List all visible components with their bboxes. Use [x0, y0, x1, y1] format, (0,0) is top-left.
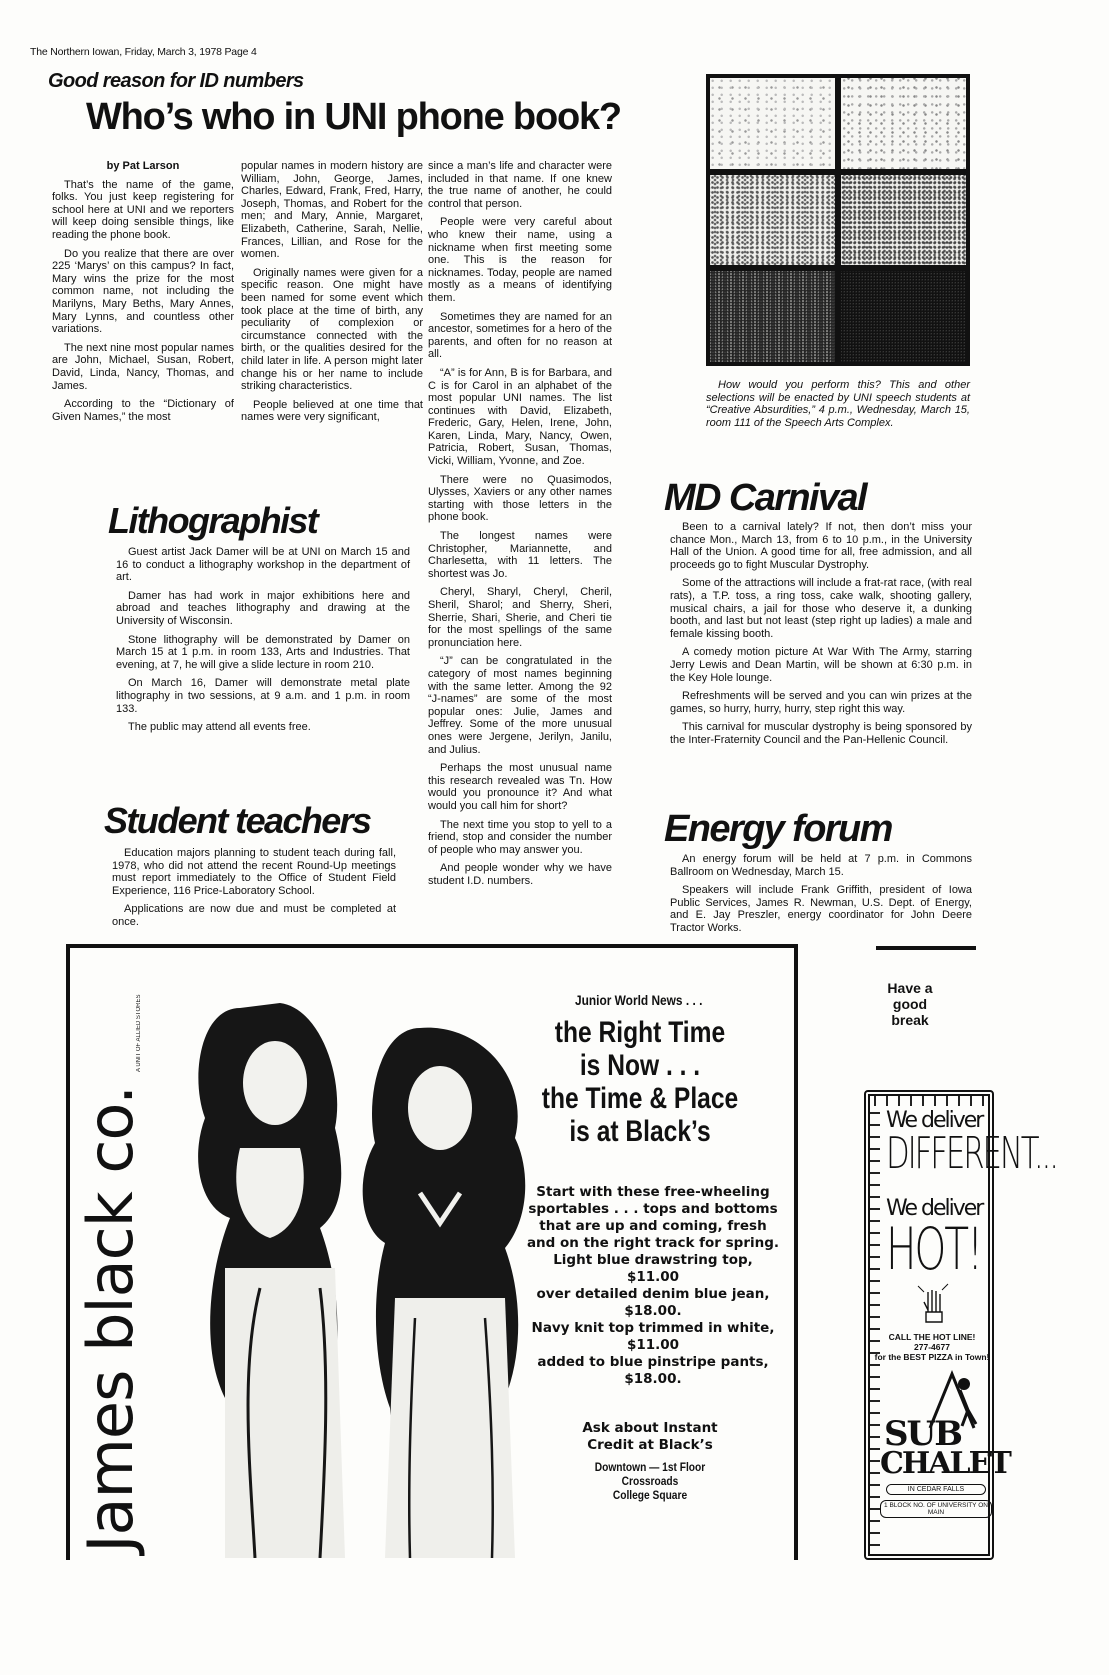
deliver-hot-small: We deliver [886, 1196, 983, 1221]
copy-line: Start with these free-wheeling [536, 1184, 770, 1200]
paragraph: That’s the name of the game, folks. You just keep registering for school here at UNI and we reporters will keep doing sensible things, like reading the phone book. [52, 178, 234, 241]
lead-headline: Who’s who in UNI phone book? [86, 96, 621, 138]
art-tile-sparse [841, 78, 966, 169]
paragraph: There were no Quasimodos, Ulysses, Xaviers or any other names starting with those letters in the phone book. [428, 473, 612, 524]
paragraph: Been to a carnival lately? If not, then don’t miss your chance Mon., March 13, from 6 to 10 p.m., in the University Hall of the Union. A good time for all, free admission, and all proceeds go to fight Muscular Dystrophy. [670, 521, 972, 571]
art-tile-medium [841, 175, 966, 266]
paragraph: Originally names were given for a specific reason. One might have been named for some event which took place at the time of birth, any peculiarity of complexion or circumstance connected with the birth, or the qualities desired for the child later in life. A person might later change his or her name to include striking characteristics. [241, 266, 423, 393]
tagline-line: good [892, 996, 928, 1012]
art-tile-dense [841, 271, 966, 362]
art-tile-medium [710, 175, 835, 266]
brand-sub: SUB [884, 1414, 961, 1454]
location-line: IN CEDAR FALLS [907, 1486, 965, 1493]
brand-chalet: CHALET [880, 1446, 1010, 1481]
lithographist-headline: Lithographist [108, 500, 318, 541]
paragraph: According to the “Dictionary of Given Names,” the most [52, 398, 234, 423]
headline-line: is at Black’s [569, 1115, 711, 1148]
deliver-different-small: We deliver [886, 1108, 983, 1133]
paragraph: The longest names were Christopher, Mariannette, and Charlesetta, with 11 letters. The shortest was Jo. [428, 530, 612, 580]
student-teachers-headline: Student teachers [104, 800, 371, 841]
phone-number: 277-4677 [914, 1342, 950, 1352]
paragraph: popular names in modern history are William, John, George, James, Charles, Edward, Frank, Fred, Harry, Joseph, Thomas, and Robert for the men; and Mary, Annie, Margaret, Elizabeth, Catherine, Sarah, Nellie, Frances, Lillian, and Rose for the women. [241, 160, 423, 261]
blacks-ad-kicker: Junior World News . . . [575, 992, 703, 1008]
lithographist-body [116, 546, 410, 740]
energy-forum-headline: Energy forum [664, 808, 892, 850]
divider-rule [876, 946, 976, 950]
paragraph: People believed at one time that names were very significant, [241, 398, 423, 424]
paragraph: Cheryl, Sharyl, Cheryl, Cheril, Sheril, Sharol; and Sherry, Sheri, Sherrie, Shari, Sherie, and Cheri tie for the most spellings of the same pronunciation here. [428, 586, 612, 649]
location: College Square [612, 1488, 688, 1502]
scroll-ornament-icon [870, 1096, 880, 1554]
hotline-line: CALL THE HOT LINE! [888, 1332, 976, 1342]
deliver-different-big: DIFFERENT... [886, 1128, 1057, 1179]
paragraph: Some of the attractions will include a frat-rat race, (with real rats), a T.P. toss, a ring toss, cake walk, shooting gallery, musical chairs, a jail for those who deserve it, a dunking booth, and last but not least (step right up ladies) a male and female kissing booth. [670, 577, 972, 640]
paragraph: The public may attend all events free. [128, 721, 311, 734]
photo-art-grid [706, 74, 970, 366]
energy-forum-body [670, 853, 972, 941]
page-folio: The Northern Iowan, Friday, March 3, 1978 Page 4 [30, 46, 257, 58]
price: $18.00. [624, 1371, 682, 1387]
copy-line: Navy knit top trimmed in white, [531, 1320, 775, 1336]
tagline-line: Have a [887, 980, 933, 996]
pizza-tagline [850, 980, 970, 1028]
price: $18.00. [624, 1303, 682, 1319]
scroll-ornament-icon [870, 1096, 988, 1106]
copy-line: Light blue drawstring top, [553, 1252, 753, 1268]
paragraph: “A” is for Ann, B is for Barbara, and C is for Carol in an alphabet of the most popular UNI names. The list continues with David, Elizabeth, Frederic, Gary, Helen, Irene, John, Karen, Linda, Mary, Nancy, Owen, Patricia, Robert, Susan, Thomas, Vicki, William, Yvonne, and Zoe. [428, 366, 612, 468]
paragraph: The next time you stop to yell to a friend, stop and consider the number of people who may answer you. [428, 818, 612, 856]
copy-line: that are up and coming, fresh [539, 1218, 767, 1234]
location: Downtown — 1st Floor [594, 1460, 706, 1474]
photo-caption [706, 379, 970, 429]
byline: by Pat Larson [106, 160, 180, 172]
blacks-logo-block [74, 968, 154, 1553]
location-line: 1 BLOCK NO. OF UNIVERSITY ON MAIN [884, 1502, 988, 1516]
paragraph: And people wonder why we have student I.D. numbers. [428, 862, 612, 887]
paragraph: This carnival for muscular dystrophy is being sponsored by the Inter-Fraternity Council and the Pan-Hellenic Council. [670, 721, 972, 746]
copy-line: sportables . . . tops and bottoms [528, 1201, 778, 1217]
lead-kicker: Good reason for ID numbers [48, 70, 304, 92]
blacks-ad-locations [560, 1460, 740, 1502]
art-tile-sparse [710, 78, 835, 169]
paragraph: “J” can be congratulated in the category of most names beginning with the same letter. Among the 92 “J-names” are some of the most popular ones: Julie, James and Jeffrey. Some of the more unusual ones were Jergene, Jerilyn, Janilu, and Julius. [428, 655, 612, 756]
blacks-ad-credit [570, 1420, 730, 1454]
lead-column-2 [241, 160, 423, 430]
deliver-hot-big: HOT! [886, 1215, 982, 1283]
blacks-ad [66, 944, 798, 1560]
headline-line: the Right Time [554, 1016, 726, 1049]
lead-column-3 [428, 160, 612, 893]
paragraph: Stone lithography will be demonstrated by Damer on March 15 at 1 p.m. in room 133, Arts and Industries. That evening, at 7, he will give a slide lecture in room 210. [116, 633, 410, 671]
student-teachers-body [112, 847, 396, 935]
headline-line: the Time & Place [541, 1082, 739, 1115]
credit-line: Ask about Instant [582, 1420, 718, 1436]
tagline-line: break [891, 1012, 929, 1028]
hotline-line: for the BEST PIZZA in Town! [874, 1352, 990, 1362]
paragraph: Refreshments will be served and you can win prizes at the games, so hurry, hurry, hurry, step right this way. [670, 690, 972, 715]
copy-line: and on the right track for spring. [526, 1235, 780, 1251]
pizza-ad-frame [864, 1090, 1057, 1560]
blacks-logo: James black co. [74, 1086, 147, 1553]
price: $11.00 [626, 1269, 680, 1285]
paragraph: Damer has had work in major exhibitions here and abroad and teaches lithography and drawing at the University of Wisconsin. [116, 589, 410, 627]
copy-line: over detailed denim blue jean, [536, 1286, 770, 1302]
location: Crossroads [621, 1474, 679, 1488]
blacks-logo-sub: A UNIT OF ALLIED STORES [136, 994, 142, 1072]
paragraph: An energy forum will be held at 7 p.m. in Commons Ballroom on Wednesday, March 15. [670, 853, 972, 878]
hand-holding-icon [914, 1282, 954, 1330]
paragraph: Guest artist Jack Damer will be at UNI on March 15 and 16 to conduct a lithography workshop in the department of art. [116, 546, 410, 584]
lead-column-1 [52, 160, 234, 429]
md-carnival-headline: MD Carnival [664, 477, 867, 519]
paragraph: Speakers will include Frank Griffith, president of Iowa Public Services, James R. Newman, U.S. Dept. of Energy, and E. Jay Preszler, energy coordinator for John Deere Tractor Works. [670, 884, 972, 934]
md-carnival-body [670, 521, 972, 753]
credit-line: Credit at Black’s [587, 1437, 713, 1453]
paragraph: since a man’s life and character were included in that name. If one knew the true name of another, he could control that person. [428, 160, 612, 210]
paragraph: The next nine most popular names are John, Michael, Susan, Robert, David, Linda, Nancy, Thomas, and James. [52, 341, 234, 392]
paragraph: On March 16, Damer will demonstrate metal plate lithography in two sessions, at 9 a.m. and 1 p.m. in room 133. [116, 677, 410, 715]
paragraph: Education majors planning to student teach during fall, 1978, who did not attend the recent Round-Up meetings must report immediately to the Office of Student Field Experience, 116 Price-Laboratory School. [112, 847, 396, 897]
blacks-ad-copy [518, 1184, 788, 1388]
models-photo [170, 968, 550, 1558]
paragraph: A comedy motion picture At War With The Army, starring Jerry Lewis and Dean Martin, will be shown at 6:30 p.m. in the Key Hole lounge. [670, 646, 972, 684]
headline-line: is Now . . . [579, 1049, 701, 1082]
copy-line: added to blue pinstripe pants, [537, 1354, 769, 1370]
hotline-block [874, 1332, 990, 1362]
location-badge [880, 1500, 992, 1518]
paragraph: Applications are now due and must be completed at once. [112, 903, 396, 928]
blacks-ad-headline [510, 1016, 770, 1148]
paragraph: Sometimes they are named for an ancestor, sometimes for a hero of the parents, and often for no reason at all. [428, 310, 612, 361]
art-tile-dense [710, 271, 835, 362]
location-badge [886, 1484, 986, 1495]
paragraph: Perhaps the most unusual name this research revealed was Tn. How would you pronounce it? And what would you call him for short? [428, 762, 612, 812]
caption-text: How would you perform this? This and other selections will be enacted by UNI speech students at “Creative Absurdities,” 4 p.m., Wednesday, March 15, room 111 of the Speech Arts Complex. [706, 379, 970, 429]
paragraph: Do you realize that there are over 225 ‘Marys’ on this campus? In fact, Mary wins the prize for the most common name, not including the Marilyns, Mary Beths, Mary Annes, Mary Lynns, and countless other variations. [52, 247, 234, 336]
price: $11.00 [626, 1337, 680, 1353]
paragraph: People were very careful about who knew their name, using a nickname when first meeting some one. This is the reason for nicknames. Today, people are named mostly as a means of identifying them. [428, 216, 612, 304]
